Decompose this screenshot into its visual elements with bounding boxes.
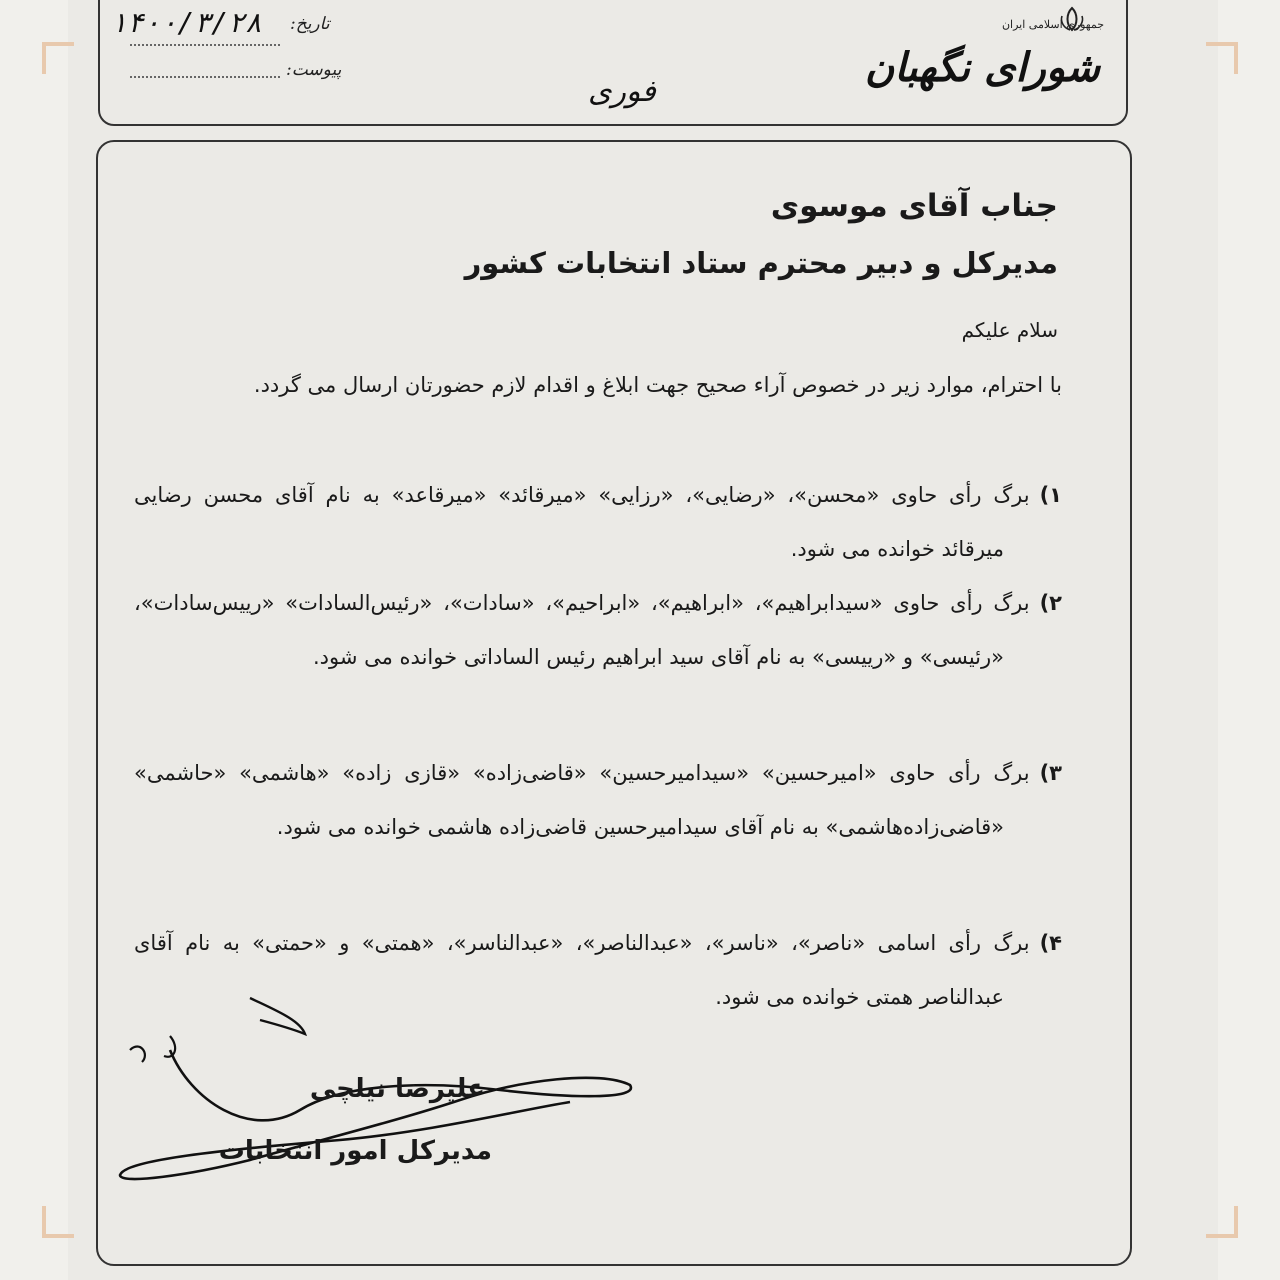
item-number: ۲) bbox=[1039, 591, 1062, 615]
urgency-stamp: فوری bbox=[588, 74, 656, 109]
list-item bbox=[134, 576, 1062, 684]
list-item bbox=[134, 468, 1062, 576]
date-value: ۱۴۰۰/۳/۲۸ bbox=[110, 6, 262, 39]
signatory-name: علیرضا نیلچی bbox=[309, 1074, 485, 1104]
signatory-title: مدیرکل امور انتخابات bbox=[218, 1136, 492, 1166]
item-number: ۳) bbox=[1039, 761, 1062, 785]
date-label: تاریخ: bbox=[290, 14, 330, 34]
frame-corner-bottom-right bbox=[1206, 1206, 1238, 1238]
recipient-title: مدیرکل و دبیر محترم ستاد انتخابات کشور bbox=[464, 246, 1058, 280]
recipient-name: جناب آقای موسوی bbox=[770, 188, 1058, 224]
frame-corner-top-right bbox=[1206, 42, 1238, 74]
date-dotted-line bbox=[130, 44, 280, 46]
frame-corner-bottom-left bbox=[42, 1206, 74, 1238]
frame-corner-top-left bbox=[42, 42, 74, 74]
item-text: برگ رأی حاوی «سیدابراهیم»، «ابراهیم»، «ابراحیم»، «سادات»، «رئیس‌السادات» «ریيس‌سادات»، «رئیسی» و «ریيسی» به نام آقای سید ابراهیم رئیس الساداتی خوانده می شود. bbox=[134, 591, 1030, 669]
attachment-dotted-line bbox=[130, 76, 280, 78]
item-text: برگ رأی حاوی «امیرحسین» «سیدامیرحسین» «قاضی‌زاده» «قازی زاده» «هاشمی» «حاشمی» «قاضی‌زاده‌هاشمی» به نام آقای سیدامیرحسین قاضی‌زاده هاشمی خوانده می شود. bbox=[134, 761, 1030, 839]
intro-paragraph: با احترام، موارد زیر در خصوص آراء صحیح جهت ابلاغ و اقدام لازم حضورتان ارسال می گردد. bbox=[253, 373, 1062, 397]
organization-name: شورای نگهبان bbox=[864, 44, 1100, 91]
item-number: ۴) bbox=[1039, 931, 1062, 955]
attachment-label: پیوست: bbox=[286, 60, 342, 80]
greeting: سلام علیکم bbox=[961, 318, 1058, 342]
item-text: برگ رأی اسامی «ناصر»، «ناسر»، «عبدالناصر»، «عبدالناسر»، «همتی» و «حمتی» به نام آقای عبدالناصر همتی خوانده می شود. bbox=[134, 931, 1030, 1009]
list-item bbox=[134, 746, 1062, 854]
item-number: ۱) bbox=[1039, 483, 1062, 507]
item-text: برگ رأی حاوی «محسن»، «رضایی»، «رزایی» «میرقائد» «میرقاعد» به نام آقای محسن رضایی میرقائد خوانده می شود. bbox=[134, 483, 1030, 561]
organization-subtitle: جمهوری اسلامی ایران bbox=[1001, 18, 1104, 31]
